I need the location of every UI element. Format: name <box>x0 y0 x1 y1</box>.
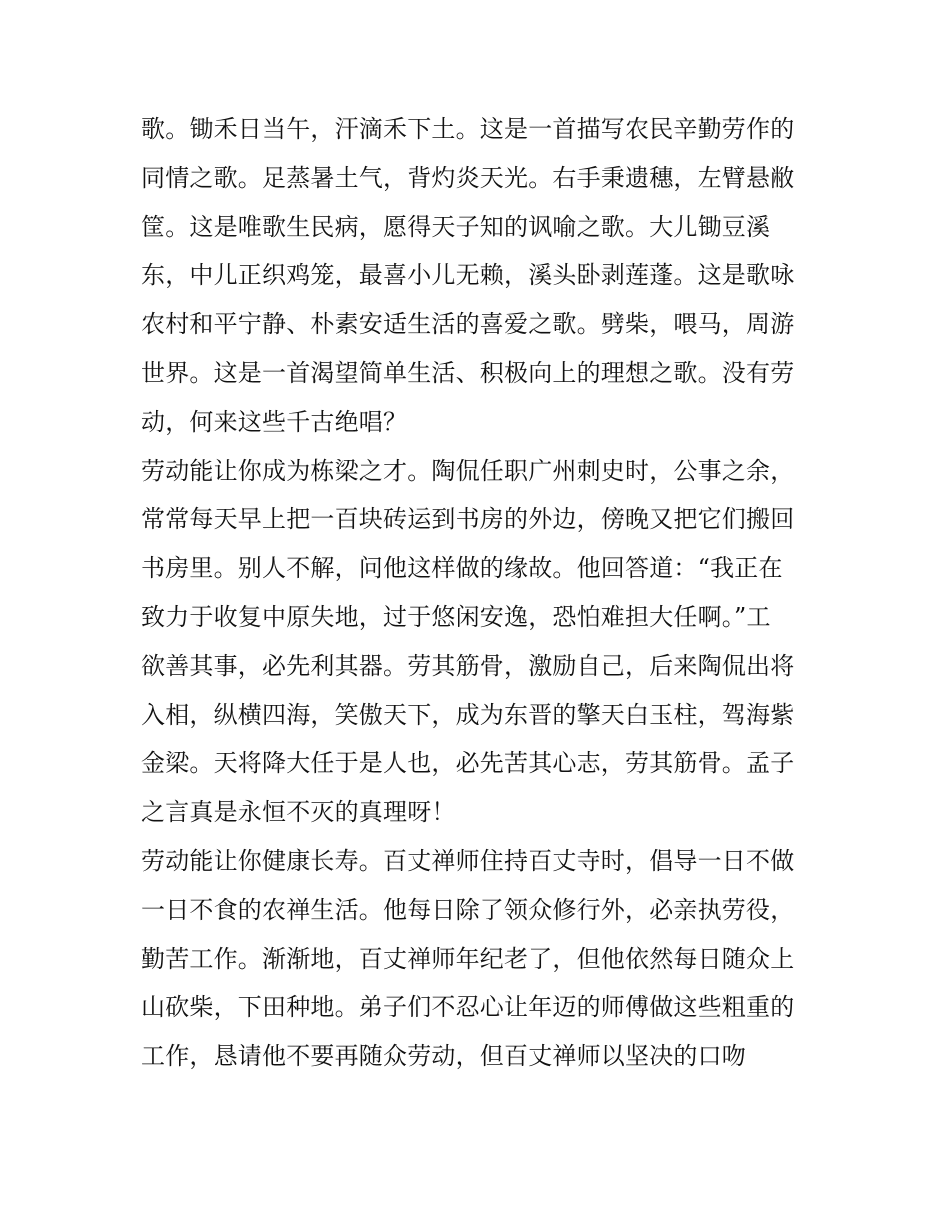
text-line: 歌。锄禾日当午，汗滴禾下土。这是一首描写农民辛勤劳作的 <box>141 115 795 143</box>
text-line: 入相，纵横四海，笑傲天下，成为东晋的擎天白玉柱，驾海紫 <box>141 700 795 729</box>
text-line: 工作，恳请他不要再随众劳动，但百丈禅师以坚决的口吻 <box>141 1042 746 1071</box>
text-line: 山砍柴，下田种地。弟子们不忍心让年迈的师傅做这些粗重的 <box>141 993 795 1022</box>
text-line: 常常每天早上把一百块砖运到书房的外边，傍晚又把它们搬回 <box>141 505 795 534</box>
body-text <box>141 105 813 1081</box>
text-line: 致力于收复中原失地，过于悠闲安逸，恐怕难担大任啊。”工 <box>141 602 771 631</box>
text-line: 筐。这是唯歌生民病，愿得天子知的讽喻之歌。大儿锄豆溪 <box>141 212 771 241</box>
text-line: 动，何来这些千古绝唱？ <box>141 407 408 436</box>
text-line: 东，中儿正织鸡笼，最喜小儿无赖，溪头卧剥莲蓬。这是歌咏 <box>141 261 795 290</box>
text-line: 劳动能让你健康长寿。百丈禅师住持百丈寺时，倡导一日不做 <box>141 846 795 875</box>
text-line: 勤苦工作。渐渐地，百丈禅师年纪老了，但他依然每日随众上 <box>141 944 795 973</box>
text-line: 一日不食的农禅生活。他每日除了领众修行外，必亲执劳役， <box>141 895 795 924</box>
text-line: 同情之歌。足蒸暑土气，背灼炎天光。右手秉遗穗，左臂悬敝 <box>141 163 795 192</box>
text-line: 金梁。天将降大任于是人也，必先苦其心志，劳其筋骨。孟子 <box>141 749 795 778</box>
text-line: 世界。这是一首渴望简单生活、积极向上的理想之歌。没有劳 <box>141 358 795 387</box>
text-line: 欲善其事，必先利其器。劳其筋骨，激励自己，后来陶侃出将 <box>141 651 795 680</box>
text-line: 书房里。别人不解，问他这样做的缘故。他回答道：“我正在 <box>141 554 783 583</box>
text-line: 农村和平宁静、朴素安适生活的喜爱之歌。劈柴，喂马，周游 <box>141 310 795 339</box>
text-line: 劳动能让你成为栋梁之才。陶侃任职广州刺史时，公事之余， <box>141 456 795 485</box>
text-line: 之言真是永恒不灭的真理呀！ <box>141 798 456 827</box>
